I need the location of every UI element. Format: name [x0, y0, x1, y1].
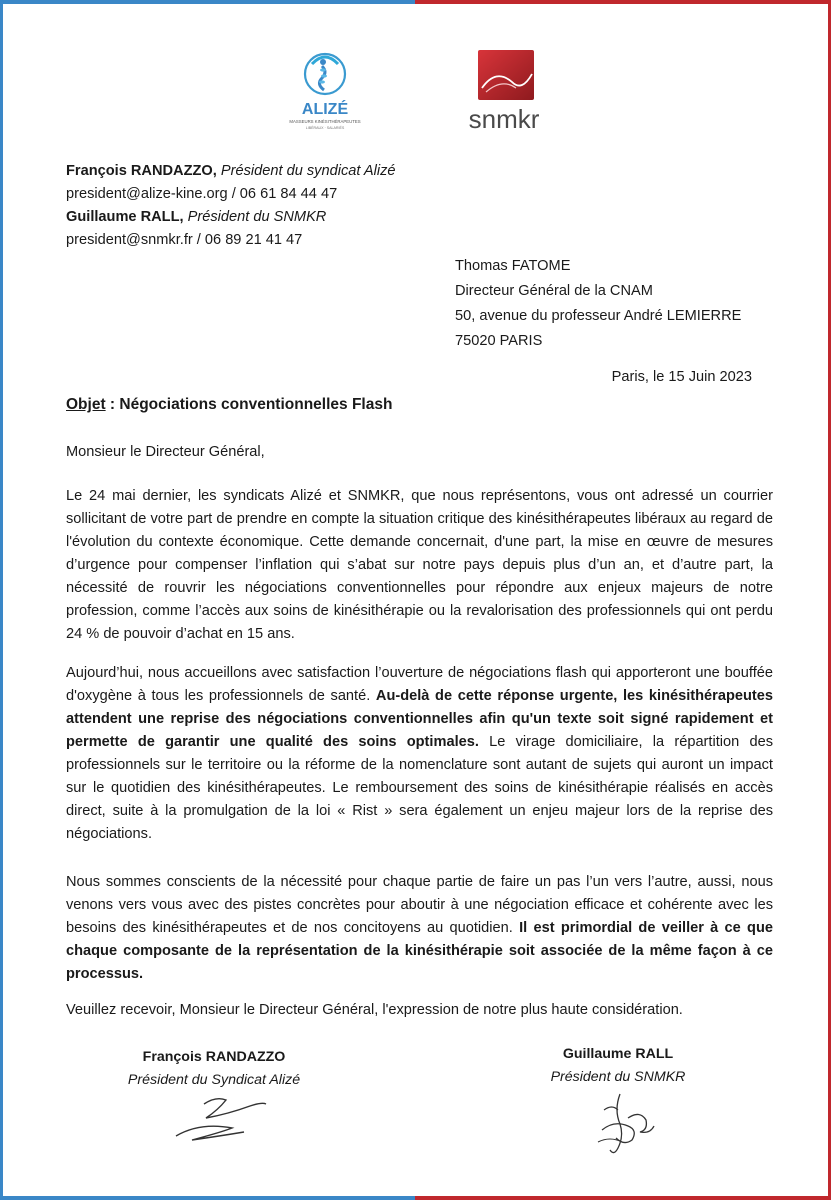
recipient-title: Directeur Général de la CNAM — [455, 283, 653, 299]
recipient-block — [455, 254, 741, 354]
recipient-name: Thomas FATOME — [455, 258, 571, 274]
alize-logo — [282, 52, 368, 136]
signature-block-left — [104, 1046, 324, 1092]
border-left-blue — [0, 0, 3, 1200]
alize-logo-tagline: MASSEURS KINÉSITHÉRAPEUTES — [289, 119, 361, 124]
border-bottom-red — [415, 1196, 831, 1200]
recipient-address: 50, avenue du professeur André LEMIERRE — [455, 308, 742, 324]
sender-block — [66, 160, 396, 252]
sender2-contact: president@snmkr.fr / 06 89 21 41 47 — [66, 232, 303, 248]
letter-date: Paris, le 15 Juin 2023 — [611, 369, 752, 385]
border-bottom-blue — [0, 1196, 415, 1200]
sender1-contact: president@alize-kine.org / 06 61 84 44 47 — [66, 186, 338, 202]
subject-label: Objet — [66, 396, 106, 413]
sender2-title: Président du SNMKR — [187, 209, 327, 225]
paragraph-3-start: Nous sommes conscients de la nécessité pour chaque partie de faire un pas l’un vers l’autre, aussi, nous venons vers vous avec des pistes concrètes pour aboutir à une négociation efficace et cohérente avec les besoins des kinésithérapeutes et de nos concitoyens au quotidien. — [66, 874, 773, 936]
sender2-name: Guillaume RALL, — [66, 209, 184, 225]
salutation: Monsieur le Directeur Général, — [66, 444, 265, 460]
closing-line: Veuillez recevoir, Monsieur le Directeur Général, l'expression de notre plus haute considération. — [66, 1002, 683, 1018]
border-top-blue — [0, 0, 415, 4]
border-top-red — [415, 0, 831, 4]
handwritten-signature-left — [170, 1092, 268, 1147]
signatory-left-title: Président du Syndicat Alizé — [127, 1072, 301, 1088]
paragraph-2 — [66, 662, 773, 846]
signatory-left-name: François RANDAZZO — [142, 1049, 286, 1065]
signatory-right-name: Guillaume RALL — [562, 1046, 674, 1062]
signature-block-right — [508, 1043, 728, 1089]
paragraph-3 — [66, 871, 773, 986]
signatory-right-title: Président du SNMKR — [550, 1069, 686, 1085]
paragraph-3-bold: Il est primordial de veiller à ce que chaque composante de la représentation de la kinésithérapie soit associée de la même façon à ce processus. — [66, 920, 773, 982]
sender1-name: François RANDAZZO, — [66, 163, 217, 179]
alize-logo-sub: LIBÉRAUX · SALARIÉS — [305, 126, 345, 130]
paragraph-2-start: Aujourd’hui, nous accueillons avec satisfaction l’ouverture de négociations flash qui apporteront une bouffée d'oxygène à tous les professionnels de santé. — [66, 665, 773, 704]
recipient-city: 75020 PARIS — [455, 333, 543, 349]
paragraph-1: Le 24 mai dernier, les syndicats Alizé et SNMKR, que nous représentons, vous ont adressé un courrier sollicitant de votre part de prendre en compte la situation critique des kinésithérapeutes libéraux au regard de l'évolution du contexte économique. Cette demande concernait, d'une part, la mise en œuvre de mesures d’urgence pour compenser l’inflation qui s’abat sur notre pays depuis plus d’un an, et d’autre part, la nécessité de rouvrir les négociations conventionnelles pour répondre aux enjeux majeurs de notre profession, comme l’accès aux soins de kinésithérapie ou la revalorisation des professionnels qui ont perdu 24 % de pouvoir d’achat en 15 ans. — [66, 488, 773, 642]
paragraph-2-end: Le virage domiciliaire, la répartition des professionnels sur le territoire ou la réforme de la nomenclature sont autant de sujets qui auront un impact sur le quotidien des kinésithérapeutes. Le remboursement des soins de kinésithérapie réalisés en accès direct, suite à la promulgation de la loi « Rist » sera également un enjeu majeur lors de la reprise des négociations. — [66, 734, 773, 842]
subject-text: : Négociations conventionnelles Flash — [105, 396, 393, 413]
subject-line — [66, 396, 392, 414]
sender1-title: Président du syndicat Alizé — [220, 163, 396, 179]
snmkr-logo-name: snmkr — [468, 104, 540, 134]
paragraph-2-bold: Au-delà de cette réponse urgente, les kinésithérapeutes attendent une reprise des négociations conventionnelles afin qu'un texte soit signé rapidement et permette de garantir une qualité des soins optimales. — [66, 688, 773, 750]
alize-logo-name: ALIZÉ — [301, 101, 349, 118]
handwritten-signature-right — [590, 1090, 660, 1160]
snmkr-logo — [456, 48, 552, 136]
